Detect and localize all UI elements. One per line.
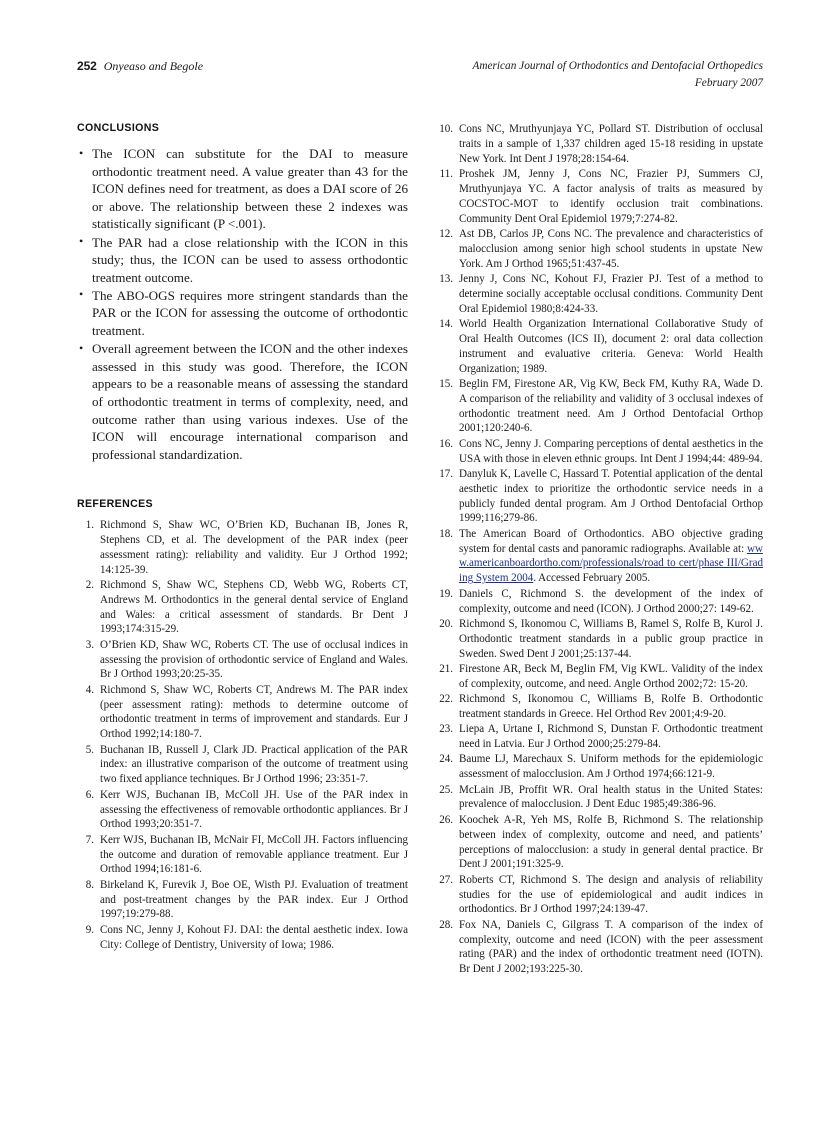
reference-item — [432, 317, 763, 376]
conclusion-bullet: • The PAR had a close relationship with the ICON in this study; thus, the ICON can be used to assess orthodontic treatment outcome. — [77, 234, 408, 287]
reference-number: 6. — [85, 788, 94, 801]
references-heading: REFERENCES — [77, 497, 153, 510]
reference-text: World Health Organization International Collaborative Study of Oral Health Outcomes (ICS II), document 2: oral data collection instrument and evaluative criteria. Geneva: World Health Organization; 1989. — [459, 317, 763, 375]
conclusion-bullet: • The ABO-OGS requires more stringent standards than the PAR or the ICON for assessing the outcome of orthodontic treatment. — [77, 287, 408, 340]
reference-item — [432, 617, 763, 662]
reference-text: Ast DB, Carlos JP, Cons NC. The prevalence and characteristics of malocclusion among senior high school students in upstate New York. Am J Orthod 1965;51:437-45. — [459, 227, 763, 270]
reference-text: Cons NC, Jenny J. Comparing perceptions of dental aesthetics in the USA with those in eleven ethnic groups. Int Dent J 1994;44: 489-94. — [459, 437, 763, 465]
body-columns — [77, 122, 763, 1052]
reference-text: Danyluk K, Lavelle C, Hassard T. Potential application of the dental aesthetic index to prioritize the orthodontic service needs in a publicly funded dental program. Am J Orthod Dentofacial Orthop 1999;116;279-86. — [459, 467, 763, 525]
left-column — [77, 122, 408, 953]
reference-number: 11. — [439, 168, 453, 181]
reference-number: 14. — [439, 317, 453, 330]
reference-text: Baume LJ, Marechaux S. Uniform methods for the epidemiologic assessment of malocclusion. Am J Orthod 1974;66:121-9. — [459, 753, 763, 781]
reference-text: Liepa A, Urtane I, Richmond S, Dunstan F. Orthodontic treatment need in Latvia. Eur J Orthod 2000;25:279-84. — [459, 723, 763, 751]
reference-text: Daniels C, Richmond S. the development of the index of complexity, outcome and need (ICON). J Orthod 2000;27: 149-62. — [459, 587, 763, 615]
right-column — [432, 122, 763, 978]
reference-text: Jenny J, Cons NC, Kohout FJ, Frazier PJ. Test of a method to determine socially acceptable occlusal conditions. Community Dent Oral Epidemiol 1980;8:424-33. — [459, 272, 763, 315]
reference-number: 7. — [85, 833, 94, 846]
reference-number: 1. — [85, 518, 94, 531]
reference-item — [432, 662, 763, 692]
reference-number: 25. — [439, 783, 453, 796]
references-list-left — [77, 518, 408, 952]
reference-item — [432, 167, 763, 226]
reference-number: 5. — [85, 743, 94, 756]
running-head-left — [77, 58, 203, 76]
reference-number: 4. — [85, 683, 94, 696]
reference-item — [432, 918, 763, 977]
reference-item — [432, 272, 763, 317]
running-head — [77, 58, 763, 92]
reference-url-link[interactable]: www.americanboardortho.com/professionals/road to cert/phase III/Grading System 2004 — [459, 542, 763, 585]
reference-item — [432, 227, 763, 272]
reference-number: 12. — [439, 227, 453, 240]
reference-number: 18. — [439, 527, 453, 540]
reference-text: Koochek A-R, Yeh MS, Rolfe B, Richmond S. The relationship between index of complexity, outcome and need, and patients’ perceptions of malocclusion: a study in general dental practice. Br Dent J 2001;191:325-9. — [459, 813, 763, 871]
reference-item — [432, 377, 763, 436]
reference-item — [77, 578, 408, 637]
reference-text: Richmond S, Shaw WC, O’Brien KD, Buchanan IB, Jones R, Stephens CD, et al. The development of the PAR index (peer assessment rating): reliability and validity. Eur J Orthod 1992; 14:125-39. — [100, 518, 408, 576]
reference-item — [432, 722, 763, 752]
reference-item — [432, 873, 763, 918]
reference-item — [77, 743, 408, 788]
reference-text: Beglin FM, Firestone AR, Vig KW, Beck FM, Kuthy RA, Wade D. A comparison of the reliability and validity of 3 occlusal indexes of orthodontic treatment need. Am J Orthod Dentofacial Orthop 2001;120:240-6. — [459, 377, 763, 435]
reference-number: 9. — [85, 923, 94, 936]
conclusions-heading: CONCLUSIONS — [77, 122, 160, 134]
running-head-authors: Onyeaso and Begole — [103, 59, 204, 73]
reference-item — [77, 878, 408, 923]
reference-item — [77, 833, 408, 878]
reference-text: The American Board of Orthodontics. ABO objective grading system for dental casts and panoramic radiographs. Available at: — [459, 527, 763, 555]
reference-number: 21. — [439, 662, 453, 675]
reference-number: 19. — [439, 587, 453, 600]
reference-text: Richmond S, Ikonomou C, Williams B, Rolfe B. Orthodontic treatment standards in Greece. Hel Orthod Rev 2001;4:9-20. — [459, 693, 763, 720]
reference-text: O’Brien KD, Shaw WC, Roberts CT. The use of occlusal indices in assessing the provision of orthodontic service of England and Wales. Br J Orthod 1993;20:25-35. — [100, 638, 408, 681]
reference-text: McLain JB, Proffit WR. Oral health status in the United States: prevalence of malocclusion. J Dent Educ 1985;49:386-96. — [459, 783, 763, 811]
reference-number: 17. — [439, 467, 453, 480]
reference-text: Richmond S, Shaw WC, Stephens CD, Webb WG, Roberts CT, Andrews M. Orthodontics in the general dental service of England and Wales: a critical assessment of standards. Br Dent J 1993;174:315-29. — [100, 578, 408, 636]
reference-number: 10. — [439, 123, 453, 135]
reference-number: 24. — [439, 753, 453, 766]
reference-number: 13. — [439, 272, 453, 285]
page-number: 252 — [77, 59, 97, 73]
reference-text: Richmond S, Shaw WC, Roberts CT, Andrews M. The PAR index (peer assessment rating): methods to determine outcome of orthodontic treatment in terms of improvement and standards. Eur J Orthod 1992;14:180-7. — [100, 683, 408, 741]
reference-number: 23. — [439, 723, 453, 736]
reference-number: 27. — [439, 873, 453, 886]
reference-text: Buchanan IB, Russell J, Clark JD. Practical application of the PAR index: an illustrative comparison of the outcome of treatment using two fixed appliance techniques. Br J Orthod 1996; 23:351-7. — [100, 743, 408, 786]
reference-item — [432, 467, 763, 526]
reference-number: 22. — [439, 693, 453, 706]
reference-item — [77, 638, 408, 683]
reference-text: Cons NC, Mruthyunjaya YC, Pollard ST. Distribution of occlusal traits in a sample of 1,337 children aged 15-18 residing in upstate New York. Int Dent J 1978;28:154-64. — [459, 123, 763, 165]
reference-item — [432, 437, 763, 467]
reference-text: Fox NA, Daniels C, Gilgrass T. A comparison of the index of complexity, outcome and need (ICON) with the peer assessment rating (PAR) and the index of orthodontic treatment need (IOTN). Br Dent J 2002;193:225-30. — [459, 918, 763, 976]
reference-item — [432, 783, 763, 813]
running-head-right — [472, 58, 763, 92]
reference-number: 20. — [439, 617, 453, 630]
conclusion-bullet: • The ICON can substitute for the DAI to measure orthodontic treatment need. A value greater than 43 for the ICON defines need for treatment, as does a DAI score of 26 or above. The relationship between these 2 indexes was statistically significant (P <.001). — [77, 145, 408, 233]
reference-item — [432, 122, 763, 167]
reference-item — [432, 527, 763, 586]
reference-number: 28. — [439, 918, 453, 931]
reference-number: 16. — [439, 437, 453, 450]
reference-text: Cons NC, Jenny J, Kohout FJ. DAI: the dental aesthetic index. Iowa City: College of Dentistry, University of Iowa; 1986. — [100, 923, 408, 951]
reference-text: Proshek JM, Jenny J, Cons NC, Frazier PJ, Summers CJ, Mruthyunjaya YC. A factor analysis of traits as measured by COCSTOC-MOT to identify occlusion trait combinations. Community Dent Oral Epidemiol 1979;7:274-82. — [459, 168, 763, 225]
journal-title: American Journal of Orthodontics and Dentofacial Orthopedics — [472, 60, 763, 72]
issue-date: February 2007 — [694, 76, 763, 89]
reference-number: 8. — [85, 878, 94, 891]
reference-text: Birkeland K, Furevik J, Boe OE, Wisth PJ. Evaluation of treatment and post-treatment changes by the PAR index. Eur J Orthod 1997;19:279-88. — [100, 878, 408, 921]
reference-text: Firestone AR, Beck M, Beglin FM, Vig KWL. Validity of the index of complexity, outcome, and need. Angle Orthod 2002;72: 15-20. — [459, 662, 763, 690]
reference-item — [432, 587, 763, 617]
reference-item — [77, 788, 408, 833]
reference-item — [432, 813, 763, 872]
reference-item — [432, 752, 763, 782]
reference-number: 15. — [439, 377, 453, 390]
reference-text: Richmond S, Ikonomou C, Williams B, Ramel S, Rolfe B, Kurol J. Orthodontic treatment standards in a public group practice in Sweden. Swed Dent J 2001;25:137-44. — [459, 617, 763, 660]
reference-item — [77, 683, 408, 742]
section-spacer — [77, 464, 408, 498]
reference-text: Kerr WJS, Buchanan IB, McNair FI, McColl JH. Factors influencing the outcome and duration of removable appliance treatment. Eur J Orthod 1994;16:181-6. — [100, 833, 408, 876]
reference-text: Kerr WJS, Buchanan IB, McColl JH. Use of the PAR index in assessing the effectiveness of removable orthodontic appliances. Br J Orthod 1993;20:351-7. — [100, 788, 408, 831]
reference-number: 3. — [85, 638, 94, 651]
reference-text-tail: . Accessed February 2005. — [533, 572, 651, 585]
conclusion-bullet: • Overall agreement between the ICON and the other indexes assessed in this study was good. Therefore, the ICON appears to be a reasonable means of assessing the standard of orthodontic treatment in terms of complexity, need, and outcome rather than using various indexes. Use of the ICON will encourage international comparison and professional standardization. — [77, 340, 408, 463]
references-list-right — [432, 122, 763, 977]
reference-item — [77, 518, 408, 577]
reference-item — [77, 923, 408, 953]
reference-number: 2. — [85, 578, 94, 591]
conclusions-list — [77, 145, 408, 463]
reference-item — [432, 692, 763, 722]
reference-text: Roberts CT, Richmond S. The design and analysis of reliability studies for the use of epidemiological and audit indices in orthodontics. Br J Orthod 1997;24:139-47. — [459, 873, 763, 916]
reference-number: 26. — [439, 813, 453, 826]
